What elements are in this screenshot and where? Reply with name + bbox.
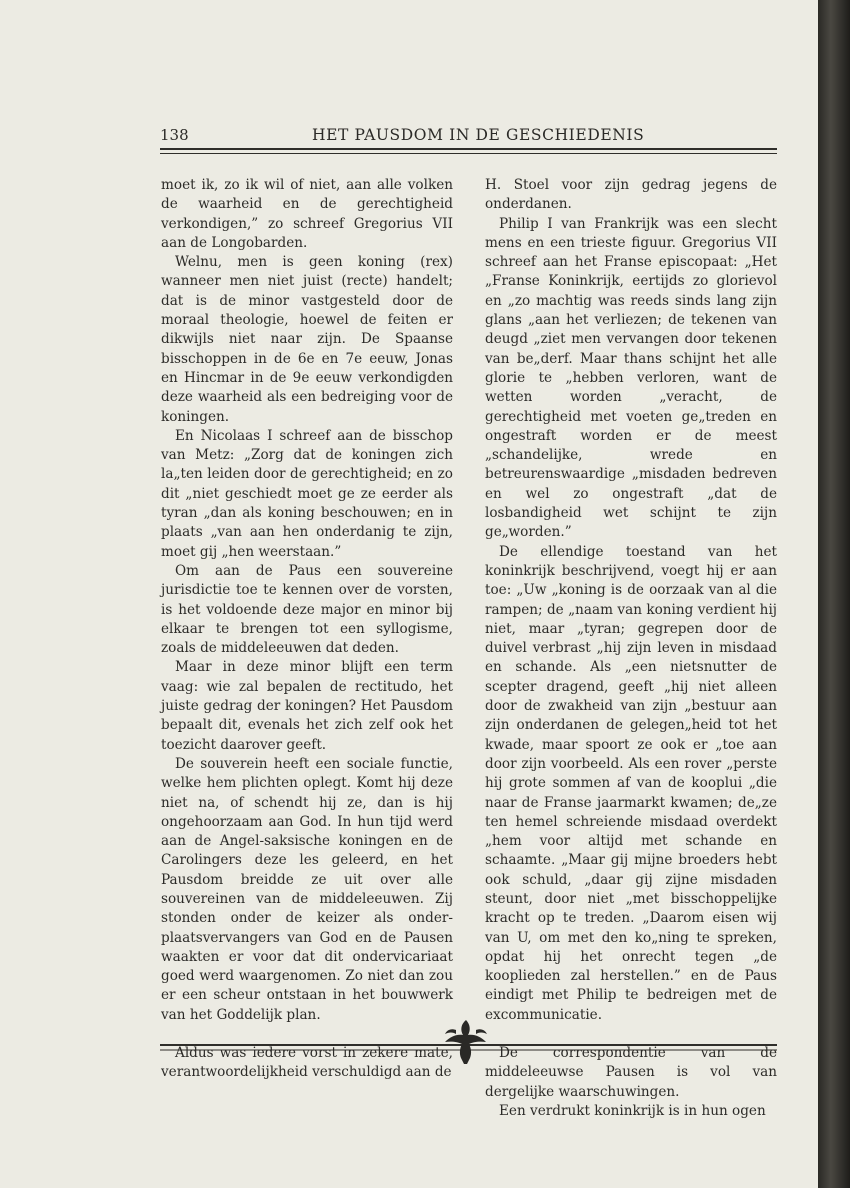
paragraph: moet ik, zo ik wil of niet, aan alle volken de waarheid en de gerechtigheid verkondigen,” zo schreef Gregorius VII aan de Longobarden. [161,177,453,251]
page-number: 138 [160,126,189,144]
fleuron-icon [445,1020,487,1064]
header-rule-thick [160,148,777,150]
paragraph: Aldus was iedere vorst in zekere mate, verantwoordelijkheid verschuldigd aan de [161,1045,453,1081]
book-spine [818,0,850,1188]
paragraph: Maar in deze minor blijft een term vaag: wie zal bepalen de rectitudo, het juiste gedrag der koningen? Het Pausdom bepaalt dit, evenals het zich zelf ook het toezicht daarover geeft. [161,659,453,753]
paragraph: En Nicolaas I schreef aan de bisschop van Metz: „Zorg dat de koningen zich la„ten leiden door de gerechtigheid; en zo dit „niet geschiedt moet ge ze eerder als tyran „dan als koning beschouwen; en in plaats „van aan hen onderdanig te zijn, moet gij „hen weerstaan.” [161,427,453,560]
running-title: HET PAUSDOM IN DE GESCHIEDENIS [312,126,645,144]
paragraph: Philip I van Frankrijk was een slecht mens en een trieste figuur. Gregorius VII schreef aan het Franse episcopaat: „Het „Franse Koninkrijk, eertijds zo glorievol en „zo machtig was reeds sinds lang zijn glans „aan het verliezen; de tekenen van deugd „ziet men vervangen door tekenen van be„derf. Maar thans schijnt het alle glorie te „hebben verloren, want de wetten worden „veracht, de gerechtigheid met voeten ge„treden en ongestraft worden er de meest „schandelijke, wrede en betreurenswaardige „misdaden bedreven en wel zo ongestraft „dat de losbandigheid wet schijnt te zijn ge„worden.” [485,215,777,541]
paragraph: H. Stoel voor zijn gedrag jegens de onderdanen. [485,177,777,213]
ornament-rule-icon [160,1010,777,1070]
footer-ornament [160,1010,777,1070]
paragraph: Een verdrukt koninkrijk is in hun ogen [499,1102,766,1119]
paragraph: Om aan de Paus een souvereine jurisdictie toe te kennen over de vorsten, is het voldoende deze major en minor bij elkaar te brengen tot een syllogisme, zoals de middeleeuwen dat deden. [161,562,453,657]
paragraph: Welnu, men is geen koning (rex) wanneer men niet juist (recte) handelt; dat is de minor vastgesteld door de moraal theologie, hoewel de feiten er dikwijls niet naar zijn. De Spaanse bisschoppen in de 6e en 7e eeuw, Jonas en Hincmar in de 9e eeuw verkondigden deze waarheid als een bedreiging voor de koningen. [161,254,453,425]
right-column [485,176,777,1121]
header-rule-thin [160,153,777,154]
paragraph: De souverein heeft een sociale functie, welke hem plichten oplegt. Komt hij deze niet na, of schendt hij ze, dan is hij ongehoorzaam aan God. In hun tijd werd aan de Angel-saksische koningen en de Carolingers deze les geleerd, en het Pausdom breidde ze uit over alle souvereinen van de middeleeuwen. Zij stonden onder de keizer als onder-plaatsvervangers van God en de Pausen waakten er voor dat dit ondervicariaat goed werd waargenomen. Zo niet dan zou er een scheur ontstaan in het bouwwerk van het Goddelijk plan. [161,755,453,1023]
paragraph: De correspondentie van de middeleeuwse Pausen is vol van dergelijke waarschuwingen. [485,1045,777,1100]
left-column [161,176,453,1083]
paragraph: De ellendige toestand van het koninkrijk beschrijvend, voegt hij er aan toe: „Uw „koning is de oorzaak van al die rampen; de „naam van koning verdient hij niet, maar „tyran; gegrepen door de duivel verbrast „hij zijn leven in misdaad en schande. Als „een nietsnutter de scepter dragend, geeft „hij niet alleen door de zwakheid van zijn „bestuur aan zijn onderdanen de gelegen„heid tot het kwade, maar spoort ze ook er „toe aan door zijn voorbeeld. Als een rover „perste hij grote sommen af van de kooplui „die naar de Franse jaarmarkt kwamen; de„ze ten hemel schreiende misdaad overdekt „hem voor altijd met schande en schaamte. „Maar gij mijne broeders hebt ook schuld, „daar gij zijne misdaden steunt, door niet „met bisschoppelijke kracht op te treden. „Daarom eisen wij van U, om met den ko„ning te spreken, opdat hij het onrecht tegen „de kooplieden zal herstellen.” en de Paus eindigt met Philip te bedreigen met de excommunicatie. [485,543,777,1023]
